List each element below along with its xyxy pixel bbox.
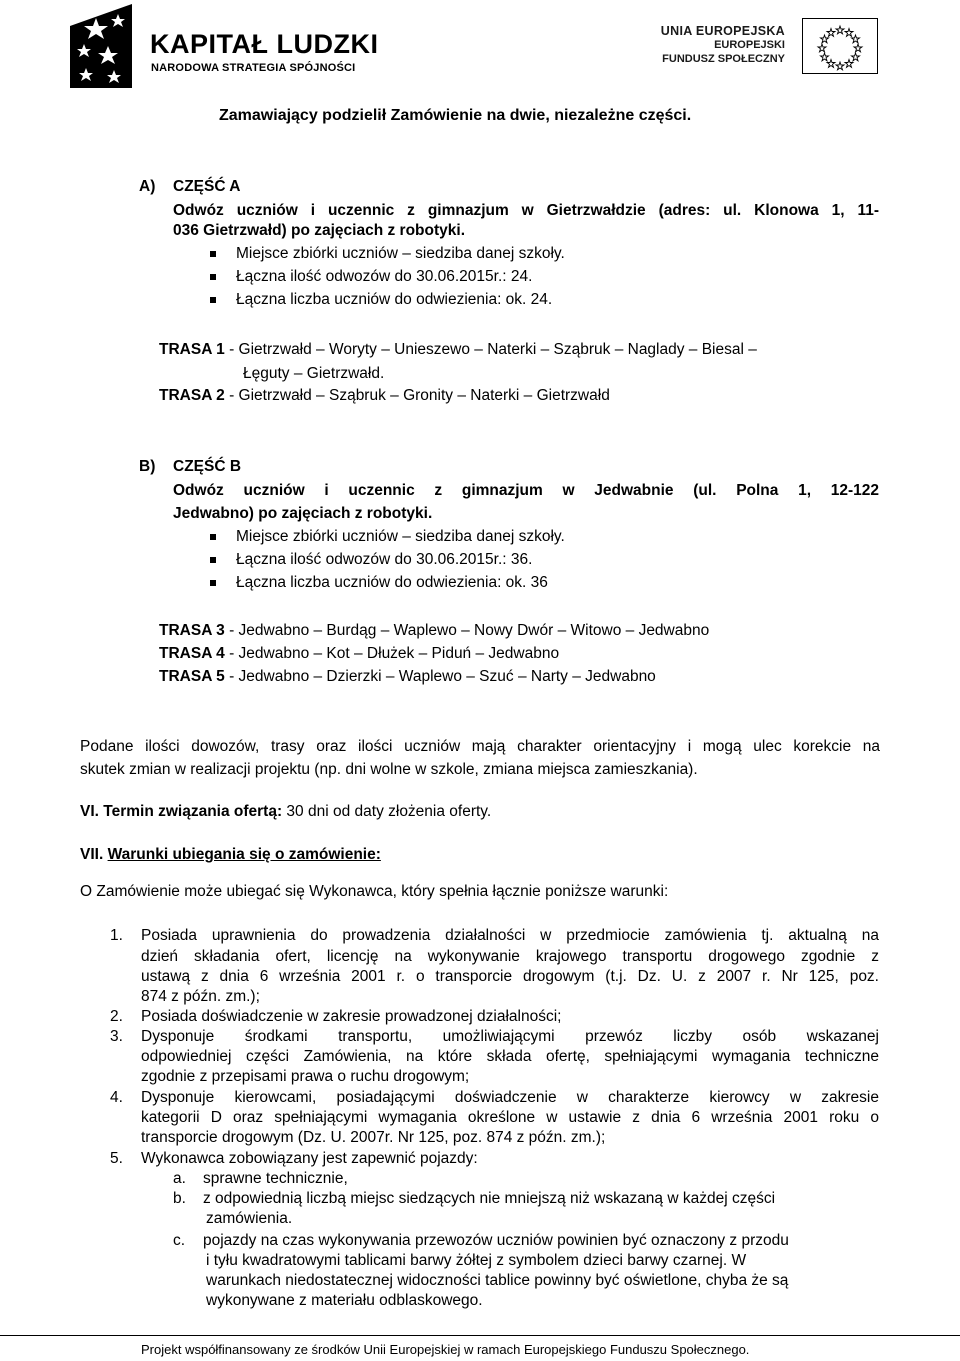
condition-4-line-2: kategorii D oraz spełniającymi wymagania określone w ustawie z dnia 6 września 2001 roku o: [141, 1109, 879, 1126]
ue-line-2: EUROPEJSKI: [714, 39, 785, 51]
condition-5b-number: b.: [173, 1190, 186, 1207]
part-a-label: A): [139, 178, 156, 195]
route-2: [159, 386, 610, 406]
route-5: [159, 667, 656, 687]
route-5-text: - Jedwabno – Dzierzki – Waplewo – Szuć – Narty – Jedwabno: [229, 668, 656, 685]
route-3-text: - Jedwabno – Burdąg – Waplewo – Nowy Dwór – Witowo – Jedwabno: [229, 622, 710, 639]
kapital-ludzki-subtitle: NARODOWA STRATEGIA SPÓJNOŚCI: [151, 62, 356, 74]
route-1-line-1: [159, 340, 757, 360]
condition-5c-line-2: i tyłu kwadratowymi tablicami barwy żółtej z symbolem dzieci barwy czarnej. W: [206, 1252, 747, 1269]
section-6: [80, 802, 491, 822]
route-4-label: TRASA 4: [159, 645, 225, 662]
route-1-line-2: Łęguty – Gietrzwałd.: [243, 365, 385, 382]
condition-5a-text: sprawne technicznie,: [203, 1170, 348, 1187]
condition-4-line-1: Dysponuje kierowcami, posiadającymi doświadczenie w charakterze kierowcy w zakresie: [141, 1089, 879, 1106]
route-2-label: TRASA 2: [159, 387, 225, 404]
condition-5c-line-4: wykonywane z materiału odblaskowego.: [206, 1292, 483, 1309]
part-a-title: CZĘŚĆ A: [173, 178, 241, 195]
route-3: [159, 621, 709, 641]
part-a-bullet-3: Łączna liczba uczniów do odwiezienia: ok. 24.: [236, 291, 553, 308]
condition-3-line-3: zgodnie z przepisami prawa o ruchu drogowym;: [141, 1068, 470, 1085]
note-line-2: skutek zmian w realizacji projektu (np. dni wolne w szkole, zmiana miejsca zamieszkania).: [80, 761, 698, 778]
route-1-label: TRASA 1: [159, 341, 225, 358]
footer-text: Projekt współfinansowany ze środków Unii Europejskiej w ramach Europejskiego Funduszu Społecznego.: [141, 1342, 750, 1357]
ue-line-3: FUNDUSZ SPOŁECZNY: [662, 53, 785, 65]
condition-5-number: 5.: [110, 1150, 123, 1167]
condition-1-line-1: Posiada uprawnienia do prowadzenia działalności w przedmiocie zamówienia tj. aktualną na: [141, 927, 879, 944]
condition-3-line-1: Dysponuje środkami transportu, umożliwiającymi przewóz liczby osób wskazanej: [141, 1028, 879, 1045]
section-7-title: Warunki ubiegania się o zamówienie:: [107, 846, 381, 863]
part-a-bullet-2: Łączna ilość odwozów do 30.06.2015r.: 24.: [236, 268, 533, 285]
condition-1-line-3: ustawą z dnia 6 września 2001 r. o transporcie drogowym (t.j. Dz. U. z 2007 r. Nr 125, poz.: [141, 968, 879, 985]
part-b-title: CZĘŚĆ B: [173, 458, 242, 475]
part-b-desc-line-1: Odwóz uczniów i uczennic z gimnazjum w Jedwabnie (ul. Polna 1, 12-122: [173, 482, 879, 499]
page-footer: [0, 1335, 960, 1361]
condition-5b-line-1: z odpowiednią liczbą miejsc siedzących nie mniejszą niż wskazaną w każdej części: [203, 1190, 776, 1207]
kapital-ludzki-title: KAPITAŁ LUDZKI: [150, 29, 379, 59]
section-7-heading: [80, 845, 381, 865]
part-b-desc-line-2: Jedwabno) po zajęciach z robotyki.: [173, 505, 433, 522]
condition-1-line-2: dzień składania ofert, licencję na wykonywanie krajowego transportu drogowego zgodnie z: [141, 948, 879, 965]
part-b-label: B): [139, 458, 156, 475]
condition-5c-number: c.: [173, 1232, 186, 1249]
part-a-desc-line-1: Odwóz uczniów i uczennic z gimnazjum w Gietrzwałdzie (adres: ul. Klonowa 1, 11-: [173, 202, 879, 219]
route-4-text: - Jedwabno – Kot – Dłużek – Piduń – Jedwabno: [229, 645, 560, 662]
section-6-text: 30 dni od daty złożenia oferty.: [282, 803, 492, 820]
bullet-icon: [210, 534, 216, 540]
page-header: [0, 0, 960, 95]
conditions-intro: O Zamówienie może ubiegać się Wykonawca, który spełnia łącznie poniższe warunki:: [80, 883, 669, 900]
condition-5c-line-3: warunkach niedostatecznej widoczności tablice powinny być oświetlone, chyba że są: [206, 1272, 789, 1289]
route-2-text: - Gietrzwałd – Sząbruk – Gronity – Naterki – Gietrzwałd: [229, 387, 610, 404]
condition-3-number: 3.: [110, 1028, 123, 1045]
eu-flag-icon: [802, 18, 878, 74]
route-4: [159, 644, 559, 664]
condition-3-line-2: odpowiedniej części Zamówienia, na które składa ofertę, spełniającymi wymagania techniczne: [141, 1048, 879, 1065]
kapital-ludzki-logo: [70, 4, 132, 88]
ue-text-block: [640, 24, 785, 66]
route-1-text: - Gietrzwałd – Woryty – Unieszewo – Naterki – Sząbruk – Naglady – Biesal –: [229, 341, 757, 358]
bullet-icon: [210, 580, 216, 586]
condition-2-line-1: Posiada doświadczenie w zakresie prowadzonej działalności;: [141, 1008, 562, 1025]
section-7-number: VII.: [80, 846, 104, 863]
ue-line-1: UNIA EUROPEJSKA: [660, 24, 785, 38]
condition-1-number: 1.: [110, 927, 123, 944]
condition-5c-line-1: pojazdy na czas wykonywania przewozów uczniów powinien być oznaczony z przodu: [203, 1232, 789, 1249]
route-3-label: TRASA 3: [159, 622, 225, 639]
part-b-bullet-2: Łączna ilość odwozów do 30.06.2015r.: 36.: [236, 551, 533, 568]
condition-5-line-1: Wykonawca zobowiązany jest zapewnić pojazdy:: [141, 1150, 478, 1167]
condition-5b-line-2: zamówienia.: [206, 1210, 293, 1227]
part-a-desc-line-2: 036 Gietrzwałd) po zajęciach z robotyki.: [173, 222, 466, 239]
bullet-icon: [210, 251, 216, 257]
bullet-icon: [210, 297, 216, 303]
bullet-icon: [210, 274, 216, 280]
condition-2-number: 2.: [110, 1008, 123, 1025]
bullet-icon: [210, 557, 216, 563]
note-line-1: Podane ilości dowozów, trasy oraz ilości uczniów mają charakter orientacyjny i mogą ulec korekcie na: [80, 738, 880, 755]
section-6-label: VI. Termin związania ofertą:: [80, 803, 283, 820]
condition-4-number: 4.: [110, 1089, 123, 1106]
condition-1-line-4: 874 z późn. zm.);: [141, 988, 260, 1005]
condition-4-line-3: transporcie drogowym (Dz. U. 2007r. Nr 125, poz. 874 z późn. zm.);: [141, 1129, 606, 1146]
route-5-label: TRASA 5: [159, 668, 225, 685]
part-b-bullet-3: Łączna liczba uczniów do odwiezienia: ok. 36: [236, 574, 548, 591]
part-b-bullet-1: Miejsce zbiórki uczniów – siedziba danej szkoły.: [236, 528, 565, 545]
intro-heading: Zamawiający podzielił Zamówienie na dwie, niezależne części.: [219, 107, 692, 124]
condition-5a-number: a.: [173, 1170, 186, 1187]
part-a-bullet-1: Miejsce zbiórki uczniów – siedziba danej szkoły.: [236, 245, 565, 262]
